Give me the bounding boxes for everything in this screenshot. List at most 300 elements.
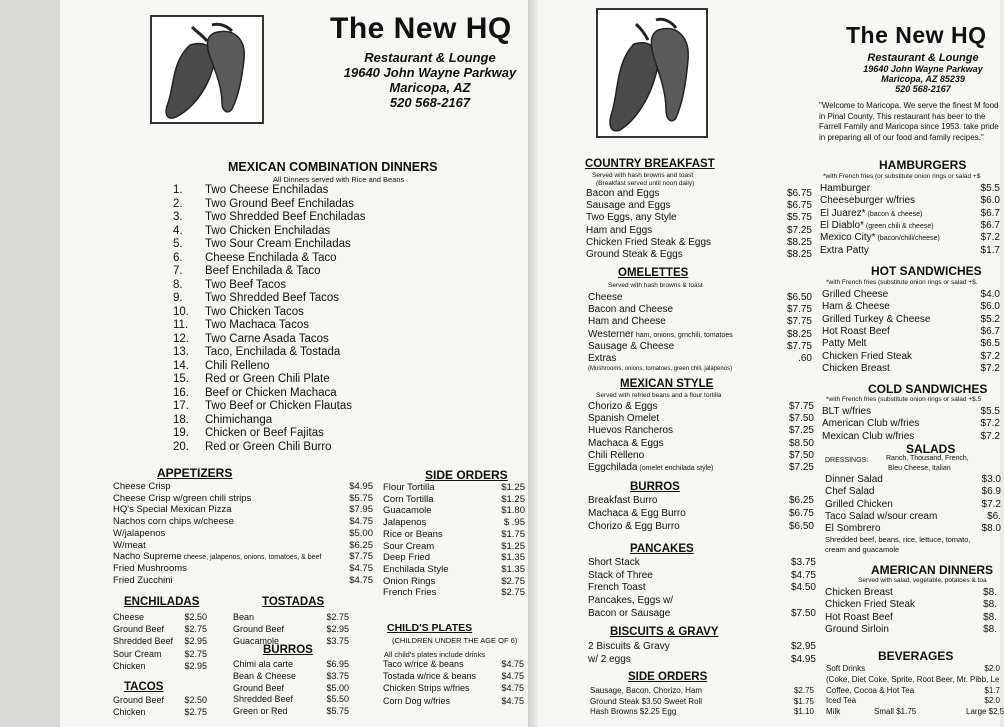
item-name: Chicken Breast <box>825 587 893 598</box>
menu-item <box>173 264 483 278</box>
item-price: $7.2 <box>980 232 1000 244</box>
subtitle-line: Restaurant & Lounge <box>364 50 496 65</box>
item-price: $4.75 <box>501 671 524 682</box>
menu-item <box>113 574 373 588</box>
item-name: Green or Red <box>233 706 288 717</box>
item-name: Two Beef Tacos <box>205 278 286 291</box>
item-extra: ham, onions, grnchili, tomatoes <box>633 331 733 339</box>
item-number: 17. <box>173 400 189 412</box>
item-price: $6.7 <box>980 207 1000 219</box>
item-name: French Fries <box>383 587 437 599</box>
hamburgers-note: *with French fries (or substitute onion rings or salad +$ <box>823 173 981 180</box>
chili-pepper-logo <box>596 8 708 138</box>
item-name: Hot Roast Beef <box>822 325 890 337</box>
country-heading: COUNTRY BREAKFAST <box>585 158 715 170</box>
item-name: Two Ground Beef Enchiladas <box>205 197 354 210</box>
item-name: Sour Cream <box>113 648 162 659</box>
item-extra: (bacon/chili/cheese) <box>875 235 940 243</box>
item-name: Chimichanga <box>205 413 273 426</box>
item-name: Ground Sirloin <box>825 623 889 635</box>
item-price: $4.95 <box>349 481 373 492</box>
item-name: Spanish Omelet <box>588 413 660 425</box>
item-price: $5.5 <box>980 183 1000 194</box>
hot-note: *with French fries (substitute onion rings or salad +$. <box>826 279 978 286</box>
item-price: $7.95 <box>349 504 373 516</box>
item-name: Sausage and Eggs <box>586 200 671 212</box>
welcome-text: "Welcome to Maricopa. We serve the finest M food in Pinal County. This restaurant has beer to the Farrell Family and Maricopa since 1953. take pride in preparing all of our food and family recipes." <box>819 101 999 142</box>
item-price: $2.75 <box>326 612 349 622</box>
item-price: $4.50 <box>790 582 816 594</box>
item-name: Onion Rings <box>383 575 436 587</box>
salads-heading: SALADS <box>906 442 956 456</box>
menu-item <box>173 237 483 251</box>
item-price: $7.75 <box>786 340 812 352</box>
item-name: 2 Biscuits & Gravy <box>588 641 670 652</box>
item-price: $7.2 <box>980 418 1000 430</box>
item-price: $6.95 <box>326 659 349 669</box>
item-name: Shredded Beef <box>113 636 174 647</box>
item-price: $7.25 <box>786 224 812 236</box>
item-name: Sausage, Bacon, Chorizo, Ham <box>590 686 703 695</box>
item-price: $5.75 <box>786 212 812 224</box>
item-name: Grilled Chicken <box>825 498 893 510</box>
item-name: Chili Relleno <box>588 449 645 461</box>
extras-note: (Mushrooms, onions, tomatoes, green chili, jalapenos) <box>588 366 733 372</box>
menu-item <box>173 318 483 332</box>
menu-item <box>173 426 483 440</box>
item-name: Deep Fried <box>383 552 430 564</box>
item-number: 14. <box>173 359 189 372</box>
item-name: Ground Beef <box>233 623 285 634</box>
childs-note: All child's plates include drinks <box>384 650 486 659</box>
item-name: Guacamole <box>383 505 432 517</box>
item-price: $2.75 <box>793 686 814 695</box>
chili-pepper-icon <box>152 17 262 122</box>
item-name: Ham and Cheese <box>588 316 666 328</box>
subtitle-line: Restaurant & Lounge <box>867 52 979 64</box>
subtitle-line: 19640 John Wayne Parkway <box>343 65 517 80</box>
item-price: $1.25 <box>501 482 525 493</box>
item-price: Large $2.5 <box>966 707 1004 717</box>
restaurant-name: The New HQ <box>330 12 512 45</box>
enchiladas-heading: ENCHILADAS <box>124 596 200 608</box>
item-number: 18. <box>173 413 189 426</box>
mexican-style-note: Served with refried beans and a flour tortilla <box>596 392 722 399</box>
item-number: 7. <box>173 265 183 277</box>
tostadas-heading: TOSTADAS <box>262 596 325 608</box>
item-price: $2.95 <box>790 641 816 652</box>
item-number: 19. <box>173 427 189 439</box>
menu-item <box>173 332 483 346</box>
item-price: $1.35 <box>501 552 525 564</box>
item-number: 2. <box>173 197 183 210</box>
subtitle-line: 520 568-2167 <box>895 84 951 94</box>
item-price: $8. <box>983 587 997 598</box>
item-price: $4.95 <box>790 653 816 665</box>
item-name: Bacon and Cheese <box>588 304 674 316</box>
page-fold <box>528 0 538 727</box>
american-heading: AMERICAN DINNERS <box>871 563 994 577</box>
item-name: Hot Roast Beef <box>825 611 893 623</box>
item-price: $5.75 <box>326 706 349 717</box>
item-name: Two Cheese Enchiladas <box>205 184 329 196</box>
item-name: Patty Melt <box>822 338 867 350</box>
item-name: Chicken Fried Steak <box>822 350 913 362</box>
tacos-heading: TACOS <box>124 681 164 693</box>
item-number: 13. <box>173 346 189 358</box>
hot-sandwiches-heading: HOT SANDWICHES <box>871 264 982 278</box>
item-name: Chicken Strips w/fries <box>383 683 470 694</box>
item-name: Two Carne Asada Tacos <box>205 332 329 345</box>
item-name: Beef Enchilada & Taco <box>205 265 321 277</box>
item-price: $2.75 <box>184 624 207 635</box>
item-price: $8.50 <box>788 437 814 449</box>
item-price: $7.2 <box>980 350 1000 362</box>
item-number: 4. <box>173 224 183 237</box>
item-price: $6.25 <box>788 495 814 506</box>
menu-item <box>588 607 818 621</box>
item-number: 9. <box>173 292 183 304</box>
menu-item <box>588 461 818 475</box>
item-price: $2.75 <box>184 648 207 659</box>
item-price: $7.75 <box>786 304 812 316</box>
pancakes-heading: PANCAKES <box>630 543 694 555</box>
item-price: $7.50 <box>790 607 816 619</box>
item-price: $6.7 <box>980 219 1000 231</box>
item-name: Bean <box>233 612 255 622</box>
item-name: Iced Tea <box>826 696 857 706</box>
menu-item <box>173 291 483 305</box>
item-price: $7.75 <box>788 401 814 412</box>
chili-pepper-logo <box>150 15 264 124</box>
item-number: 5. <box>173 238 183 250</box>
item-name: Chicken <box>113 660 146 671</box>
item-name: Bacon and Eggs <box>586 188 660 199</box>
item-name: Huevos Rancheros <box>588 425 674 437</box>
item-number: 15. <box>173 373 189 385</box>
item-name: Cheese Enchilada & Taco <box>205 251 337 264</box>
item-name: Taco w/rice & beans <box>383 659 464 669</box>
subtitle-line: 520 568-2167 <box>389 95 471 110</box>
menu-item <box>173 372 483 386</box>
item-name: Short Stack <box>588 557 640 568</box>
item-price: $8. <box>983 599 997 611</box>
item-name: BLT w/fries <box>822 406 872 417</box>
item-name: Chef Salad <box>825 486 875 498</box>
salad-note-1: Shredded beef, beans, rice, lettuce, tomato, <box>825 535 971 544</box>
item-price: $2.75 <box>184 706 207 717</box>
background-edge <box>0 0 60 727</box>
item-price: $5.2 <box>980 313 1000 325</box>
item-name: Red or Green Chili Burro <box>205 440 332 453</box>
item-price: $7.25 <box>788 425 814 437</box>
item-price: $5.75 <box>349 492 373 504</box>
item-name: Chorizo & Egg Burro <box>588 520 680 532</box>
item-price: $5.5 <box>980 406 1000 417</box>
item-price: $4.75 <box>501 695 524 706</box>
item-number: 20. <box>173 440 189 453</box>
item-number: 3. <box>173 211 183 223</box>
item-name: Cheese Crisp <box>113 481 171 492</box>
item-name: Grilled Turkey & Cheese <box>822 313 931 325</box>
item-price: $7.50 <box>788 413 814 425</box>
item-price: $3.75 <box>326 635 349 646</box>
item-name: Tostada w/rice & beans <box>383 671 477 682</box>
dressings-1: Ranch, Thousand, French, <box>886 455 969 462</box>
subtitle-line: 19640 John Wayne Parkway <box>863 64 983 74</box>
item-name: Bacon or Sausage <box>588 607 671 619</box>
item-name: Chili Relleno <box>205 359 270 372</box>
subtitle-line: Maricopa, AZ <box>389 80 471 95</box>
item-name: Corn Tortilla <box>383 493 434 505</box>
menu-item <box>173 399 483 413</box>
item-extra: cheese, jalapenos, onions, tomatoes, & beef <box>181 554 322 562</box>
subtitle-line: Maricopa, AZ 85239 <box>881 74 965 84</box>
item-name: Enchilada Style <box>383 563 449 575</box>
item-extra: (green chili & cheese) <box>863 222 934 230</box>
menu-item <box>173 251 483 265</box>
item-name: French Toast <box>588 582 646 594</box>
item-price: $1.75 <box>793 696 814 706</box>
item-number: 12. <box>173 332 189 345</box>
item-name: Guacamole <box>233 635 280 646</box>
mexican-style-heading: MEXICAN STYLE <box>620 378 714 390</box>
item-price: $7.2 <box>981 498 1001 510</box>
item-name: Chicken Fried Steak <box>825 599 916 611</box>
item-small-price: Small $1.75 <box>874 707 917 717</box>
item-name: Taco, Enchilada & Tostada <box>205 346 341 358</box>
item-price: $1.75 <box>501 528 525 540</box>
item-number: 10. <box>173 305 189 318</box>
item-name: Ground Beef <box>113 695 165 705</box>
omelettes-heading: OMELETTES <box>618 267 689 279</box>
burros-breakfast-heading: BURROS <box>630 481 680 493</box>
item-name: Machaca & Egg Burro <box>588 507 686 519</box>
item-name: Two Eggs, any Style <box>586 212 677 224</box>
item-price: $2.95 <box>184 660 207 671</box>
item-price: $6.7 <box>980 325 1000 337</box>
item-price: $5.50 <box>326 694 349 705</box>
item-name: El Juarez* (bacon & cheese) <box>820 207 923 219</box>
item-price: $4.75 <box>501 683 524 694</box>
item-price: $8.25 <box>786 328 812 340</box>
item-price: $2.50 <box>184 695 207 705</box>
item-name: Ground Beef <box>233 682 285 693</box>
item-price: $2.75 <box>501 575 525 587</box>
item-price: $8.0 <box>981 523 1001 535</box>
item-price: $8. <box>983 623 997 635</box>
item-price: $2.0 <box>984 696 1000 706</box>
item-name: Cheese <box>588 292 623 303</box>
item-price: $3.0 <box>981 474 1001 485</box>
item-name: Extras <box>588 353 617 364</box>
item-name: Westerner ham, onions, grnchili, tomatoes <box>588 328 733 340</box>
item-name: Chicken <box>113 706 146 717</box>
item-price: $4.0 <box>980 289 1000 300</box>
item-price: $6. <box>987 510 1001 522</box>
item-name: Chimi ala carte <box>233 659 294 669</box>
menu-item <box>173 440 483 454</box>
menu-page-left <box>60 0 528 727</box>
item-name: Two Shredded Beef Enchiladas <box>205 211 366 223</box>
cold-sandwiches-heading: COLD SANDWICHES <box>868 382 988 396</box>
menu-item <box>383 586 528 600</box>
item-price: $ .95 <box>503 517 525 529</box>
item-extra: (omelet enchilada style) <box>637 465 714 472</box>
item-extra: (bacon & cheese) <box>865 210 923 218</box>
childs-sub: (CHILDREN UNDER THE AGE OF 6) <box>392 636 518 645</box>
item-price: $2.95 <box>184 636 207 647</box>
item-price: $1.7 <box>980 244 1000 256</box>
item-name: Bean & Cheese <box>233 670 297 681</box>
cold-note: *with French fries (substitute onion rings or salad +$.5 <box>826 396 982 403</box>
item-name: Breakfast Burro <box>588 495 658 506</box>
item-name: Sour Cream <box>383 540 435 552</box>
menu-item <box>173 210 483 224</box>
item-number: 11. <box>173 319 189 331</box>
item-price: $6.75 <box>786 188 812 199</box>
item-name: Chorizo & Eggs <box>588 401 658 412</box>
menu-item <box>233 704 353 718</box>
menu-item <box>173 359 483 373</box>
item-name: Ham and Eggs <box>586 224 653 236</box>
item-name: Two Sour Cream Enchiladas <box>205 238 351 250</box>
item-price: $6.50 <box>788 520 814 532</box>
salad-note-2: cream and guacamole <box>825 545 900 554</box>
item-price: $7.2 <box>980 362 1000 374</box>
item-price: $1.80 <box>501 505 525 517</box>
item-name: Chicken Fried Steak & Eggs <box>586 236 712 248</box>
item-price: $7.25 <box>788 462 814 473</box>
appetizers-heading: APPETIZERS <box>157 466 233 480</box>
item-price: $6.75 <box>786 200 812 212</box>
item-name: Extra Patty <box>820 244 869 256</box>
item-name: Sausage & Cheese <box>588 340 675 352</box>
item-name: Fried Zucchini <box>113 574 173 586</box>
item-name: Cheese Crisp w/green chili strips <box>113 492 252 504</box>
item-name: Ground Steak $3.50 Sweet Roll <box>590 696 703 706</box>
item-name: (Coke, Diet Coke, Sprite, Root Beer, Mr. Pibb, Le <box>826 674 1000 684</box>
item-name: Two Shredded Beef Tacos <box>205 292 340 304</box>
country-note: (Breakfast served until noon daily) <box>596 180 695 187</box>
item-name: w/ 2 eggs <box>588 653 631 665</box>
omelettes-note: Served with hash browns & toast <box>608 282 703 289</box>
menu-item <box>590 705 820 719</box>
item-name: Hash Browns $2.25 Egg <box>590 707 677 717</box>
item-name: Fried Mushrooms <box>113 562 187 574</box>
item-price: $6.0 <box>980 195 1000 207</box>
item-name: American Club w/fries <box>822 418 920 430</box>
item-name: Cheeseburger w/fries <box>820 195 916 207</box>
item-name: W/meat <box>113 539 146 551</box>
item-name: Dinner Salad <box>825 474 883 485</box>
item-name: Chicken or Beef Fajitas <box>205 427 324 439</box>
burros-heading: BURROS <box>263 644 313 656</box>
item-name: Coffee, Cocoa & Hot Tea <box>826 685 915 695</box>
item-price: $3.75 <box>790 557 816 568</box>
item-name: HQ's Special Mexican Pizza <box>113 504 232 516</box>
item-price: $6.75 <box>788 507 814 519</box>
menu-item <box>588 653 818 667</box>
item-name: El Sombrero <box>825 523 881 535</box>
menu-item <box>820 244 1000 258</box>
item-number: 1. <box>173 184 183 196</box>
item-name: Mexico City* (bacon/chili/cheese) <box>820 232 940 244</box>
item-price: $8.25 <box>786 236 812 248</box>
item-name: Beef or Chicken Machaca <box>205 386 337 399</box>
menu-item <box>586 248 816 262</box>
menu-item <box>113 659 213 673</box>
item-name: W/jalapenos <box>113 527 166 539</box>
item-price: $6.0 <box>980 301 1000 313</box>
item-name: Two Chicken Tacos <box>205 305 304 318</box>
side-orders-heading: SIDE ORDERS <box>425 468 508 482</box>
item-name: Eggchilada (omelet enchilada style) <box>588 462 714 473</box>
item-price: $6.9 <box>981 486 1001 498</box>
item-name: Grilled Cheese <box>822 289 889 300</box>
beverages-heading: BEVERAGES <box>878 649 954 663</box>
item-price: $1.35 <box>501 563 525 575</box>
chili-pepper-icon <box>598 10 706 136</box>
item-price: $8.25 <box>786 249 812 260</box>
menu-item <box>113 705 213 719</box>
item-name: Taco Salad w/sour cream <box>825 510 938 522</box>
item-price: $4.75 <box>349 562 373 574</box>
menu-item <box>588 520 818 534</box>
item-price: $4.75 <box>790 569 816 581</box>
dressings-2: Bleu Cheese, Italian <box>888 465 951 472</box>
restaurant-name: The New HQ <box>846 22 987 48</box>
item-price: $3.75 <box>326 670 349 681</box>
item-number: 6. <box>173 251 183 264</box>
item-price: $6.25 <box>349 539 373 551</box>
biscuits-heading: BISCUITS & GRAVY <box>610 626 719 638</box>
item-price: $7.75 <box>349 551 373 563</box>
item-name: Two Beef or Chicken Flautas <box>205 400 353 412</box>
item-price: $2.95 <box>326 623 349 634</box>
menu-item <box>826 705 1004 719</box>
item-name: Hamburger <box>820 183 871 194</box>
menu-item <box>173 197 483 211</box>
item-name: Ground Steak & Eggs <box>586 249 683 260</box>
item-price: $7.75 <box>786 316 812 328</box>
item-price: $2.50 <box>184 612 207 622</box>
item-name: Milk <box>826 707 841 717</box>
item-name: Red or Green Chili Plate <box>205 373 330 385</box>
item-name: Nacho Supreme cheese, jalapenos, onions, tomatoes, & beef <box>113 551 322 563</box>
item-number: 8. <box>173 278 183 291</box>
item-name: Mexican Club w/fries <box>822 430 915 442</box>
item-price: $8. <box>983 611 997 623</box>
item-name: Jalapenos <box>383 517 427 529</box>
item-price: $5.00 <box>349 527 373 539</box>
item-price: $2.75 <box>501 587 525 599</box>
item-name: El Diablo* (green chili & cheese) <box>820 219 934 231</box>
item-name: Stack of Three <box>588 569 653 581</box>
mexican-note: All Dinners served with Rice and Beans <box>273 175 405 184</box>
item-price: $1.10 <box>793 707 814 717</box>
menu-item <box>173 224 483 238</box>
item-name: Chicken Breast <box>822 362 890 374</box>
menu-item <box>173 386 483 400</box>
item-price: $4.75 <box>501 659 524 669</box>
item-name: Machaca & Eggs <box>588 437 664 449</box>
menu-item <box>173 278 483 292</box>
item-price: $7.2 <box>980 430 1000 442</box>
mexican-heading: MEXICAN COMBINATION DINNERS <box>228 160 438 174</box>
hamburgers-heading: HAMBURGERS <box>879 158 967 172</box>
side-orders-b-heading: SIDE ORDERS <box>628 671 708 683</box>
